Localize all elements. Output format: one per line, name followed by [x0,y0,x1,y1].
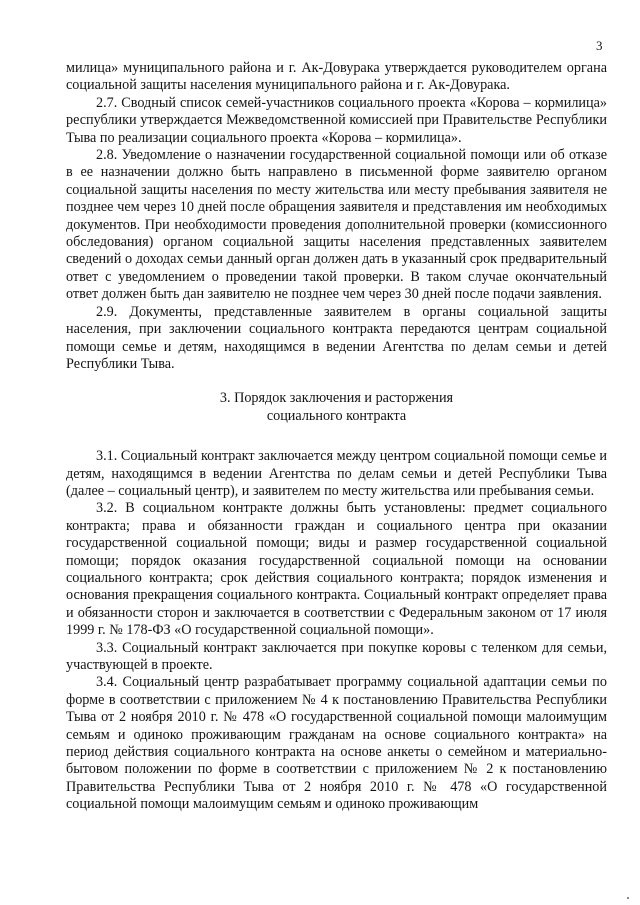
section-3-title-line1: 3. Порядок заключения и расторжения [219,390,454,407]
paragraph-continuation: милица» муниципального района и г. Ак-Довурака утверждается руководителем органа социальной защиты населения муниципального района и г. Ак-Довурака. [66,60,607,94]
page-number: 3 [596,38,603,53]
section-3-title-line2: социального контракта [266,407,407,424]
paragraph-3-4: 3.4. Социальный центр разрабатывает программу социальной адаптации семьи по форме в соответствии с приложением № 4 к постановлению Правительства Республики Тыва от 2 ноября 2010 г. № 478 «О государственной социальной помощи малоимущим семьям и одиноко проживающим гражданам на основе социального контракта» на период действия социального контракта на основе анкеты о семейном и материально-бытовом положении по форме в соответствии с приложением № 2 к постановлению Правительства Республики Тыва от 2 ноября 2010 г. № 478 «О государственной социальной помощи малоимущим семьям и одиноко проживающим [66,674,607,813]
paragraph-3-3: 3.3. Социальный контракт заключается при покупке коровы с теленком для семьи, участвующей в проекте. [66,639,607,673]
paragraph-2-8: 2.8. Уведомление о назначении государственной социальной помощи или об отказе в ее назначении должно быть направлено в письменной форме заявителю органом социальной защиты населения по месту жительства или месту пребывания заявителя не позднее чем через 10 дней после обращения заявителя и представления им необходимых документов. При необходимости проведения дополнительной проверки (комиссионного обследования) органом социальной защиты населения представленных заявителем сведений о доходах семьи данный орган должен дать в указанный срок предварительный ответ с уведомлением о проведении такой проверки. В таком случае окончательный ответ должен быть дан заявителю не позднее чем через 30 дней после подачи заявления. [66,147,607,303]
paragraph-3-1: 3.1. Социальный контракт заключается между центром социальной помощи семье и детям, находящимся в ведении Агентства по делам семьи и детей Республики Тыва (далее – социальный центр), и заявителем по месту жительства или пребывания семьи. [66,448,607,499]
section-3-heading [66,390,607,425]
paragraph-2-9: 2.9. Документы, представленные заявителем в органы социальной защиты населения, при заключении социального контракта передаются центрам социальной помощи семье и детям, находящимся в ведении Агентства по делам семьи и детей Республики Тыва. [66,303,607,372]
paragraph-2-7: 2.7. Сводный список семей-участников социального проекта «Корова – кормилица» республики утверждается Межведомственной комиссией при Правительстве Республики Тыва по реализации социального проекта «Корова – кормилица». [66,94,607,146]
document-body [66,60,607,814]
paragraph-3-2: 3.2. В социальном контракте должны быть установлены: предмет социального контракта; права и обязанности граждан и социального центра при оказании государственной социальной помощи; виды и размер государственной социальной помощи; порядок оказания государственной социальной помощи на основании социального контракта; срок действия социального контракта; порядок изменения и основания прекращения социального контракта. Социальный контракт определяет права и обязанности сторон и заключается в соответствии с Федеральным законом от 17 июля 1999 г. № 178-ФЗ «О государственной социальной помощи». [66,500,607,639]
scan-artifact [627,897,629,899]
